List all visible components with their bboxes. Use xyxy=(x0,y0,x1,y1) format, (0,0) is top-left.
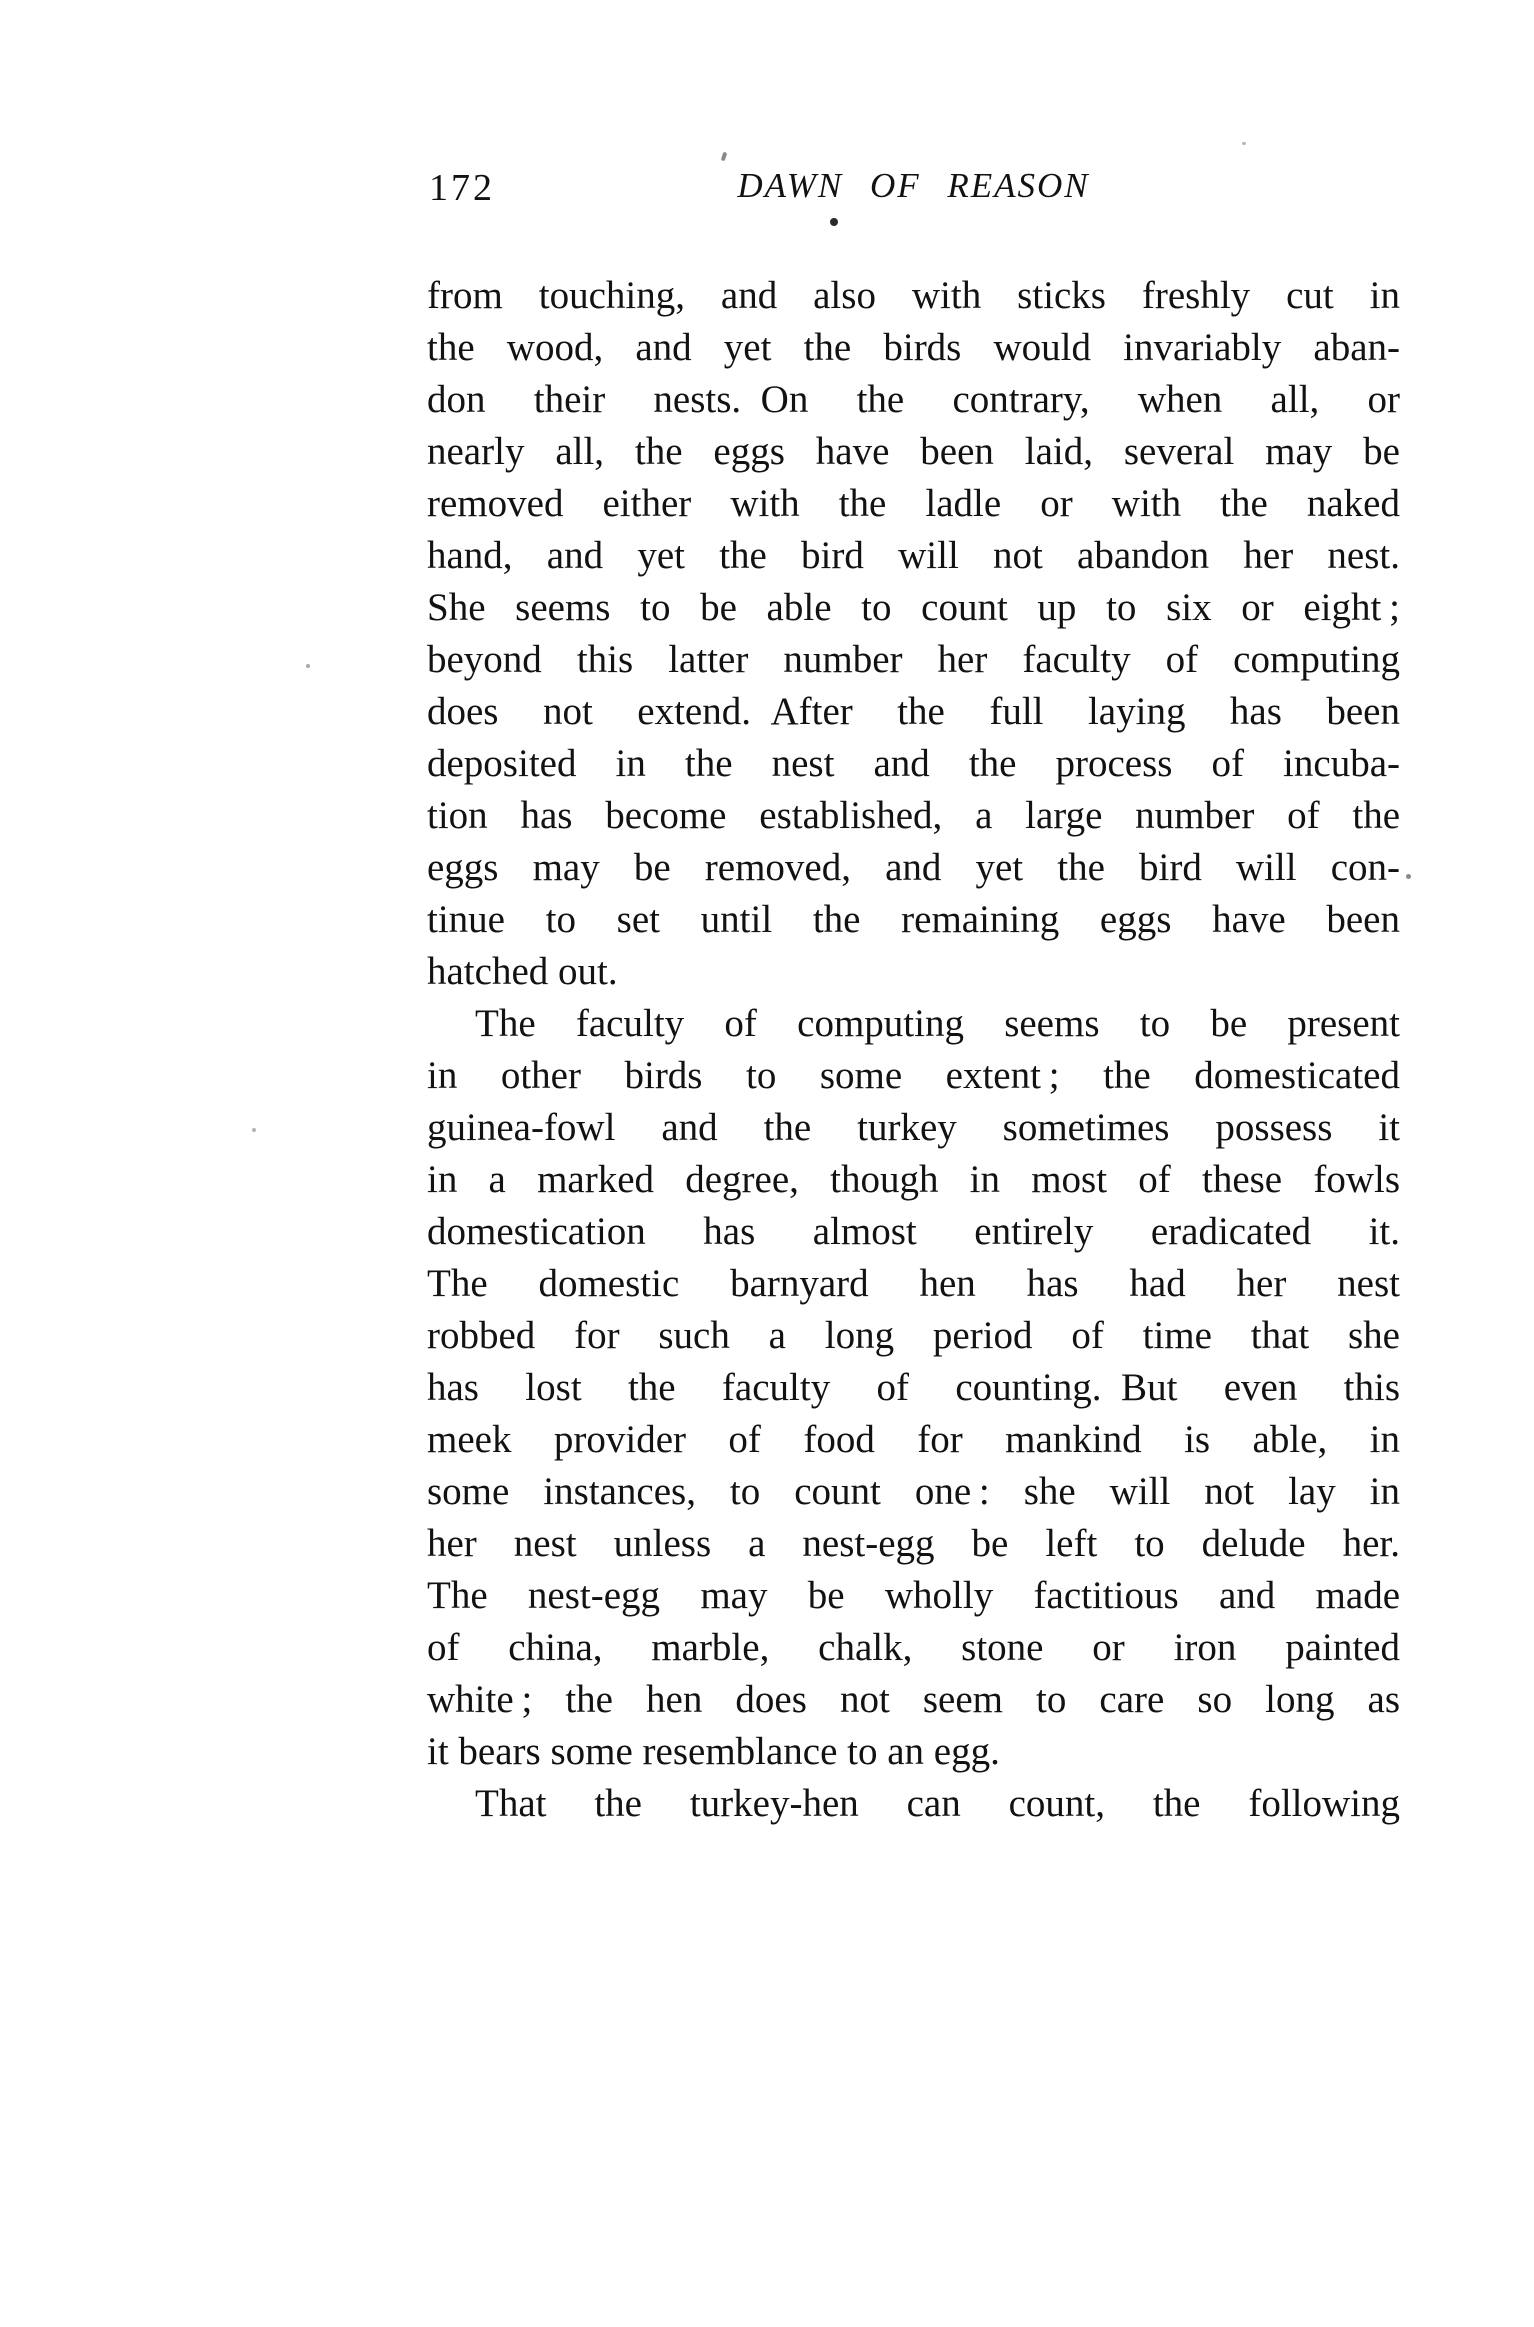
text-line: has lost the faculty of counting. But even this xyxy=(427,1366,1400,1409)
text-line: eggs may be removed, and yet the bird will con- xyxy=(427,846,1400,889)
text-line: tion has become established, a large number of the xyxy=(427,794,1400,837)
text-line: hand, and yet the bird will not abandon her nest. xyxy=(427,534,1400,577)
text-line: tinue to set until the remaining eggs have been xyxy=(427,898,1400,941)
text-line: robbed for such a long period of time that she xyxy=(427,1314,1400,1357)
text-line: her nest unless a nest-egg be left to delude her. xyxy=(427,1522,1400,1565)
text-line: meek provider of food for mankind is able, in xyxy=(427,1418,1400,1461)
text-line: the wood, and yet the birds would invariably aban- xyxy=(427,326,1400,369)
text-line: That the turkey-hen can count, the following xyxy=(475,1782,1400,1825)
text-line: The domestic barnyard hen has had her nest xyxy=(427,1262,1400,1305)
text-line: nearly all, the eggs have been laid, several may be xyxy=(427,430,1400,473)
text-block xyxy=(427,270,1400,1830)
text-line: some instances, to count one : she will not lay in xyxy=(427,1470,1400,1513)
text-line: domestication has almost entirely eradicated it. xyxy=(427,1210,1400,1253)
text-line: She seems to be able to count up to six or eight ; xyxy=(427,586,1400,629)
text-line: The nest-egg may be wholly factitious and made xyxy=(427,1574,1400,1617)
text-line: guinea-fowl and the turkey sometimes possess it xyxy=(427,1106,1400,1149)
scan-speck xyxy=(252,1128,256,1132)
text-line: it bears some resemblance to an egg. xyxy=(427,1730,1000,1773)
text-line: don their nests. On the contrary, when all, or xyxy=(427,378,1400,421)
text-line: of china, marble, chalk, stone or iron painted xyxy=(427,1626,1400,1669)
text-line: in other birds to some extent ; the domesticated xyxy=(427,1054,1400,1097)
text-line: hatched out. xyxy=(427,950,618,993)
scan-speck xyxy=(830,218,838,226)
running-title: DAWN OF REASON xyxy=(737,166,1090,205)
text-line: removed either with the ladle or with the naked xyxy=(427,482,1400,525)
text-line: beyond this latter number her faculty of computing xyxy=(427,638,1400,681)
text-line: The faculty of computing seems to be present xyxy=(475,1002,1400,1045)
scan-speck xyxy=(306,664,310,668)
page-header xyxy=(427,166,1400,214)
text-line: does not extend. After the full laying has been xyxy=(427,690,1400,733)
scan-speck xyxy=(1242,142,1246,145)
text-line: from touching, and also with sticks freshly cut in xyxy=(427,274,1400,317)
scan-speck xyxy=(1406,874,1411,879)
text-line: white ; the hen does not seem to care so long as xyxy=(427,1678,1400,1721)
scan-speck xyxy=(721,152,728,162)
text-line: in a marked degree, though in most of these fowls xyxy=(427,1158,1400,1201)
text-line: deposited in the nest and the process of incuba- xyxy=(427,742,1400,785)
page-number: 172 xyxy=(429,167,495,209)
